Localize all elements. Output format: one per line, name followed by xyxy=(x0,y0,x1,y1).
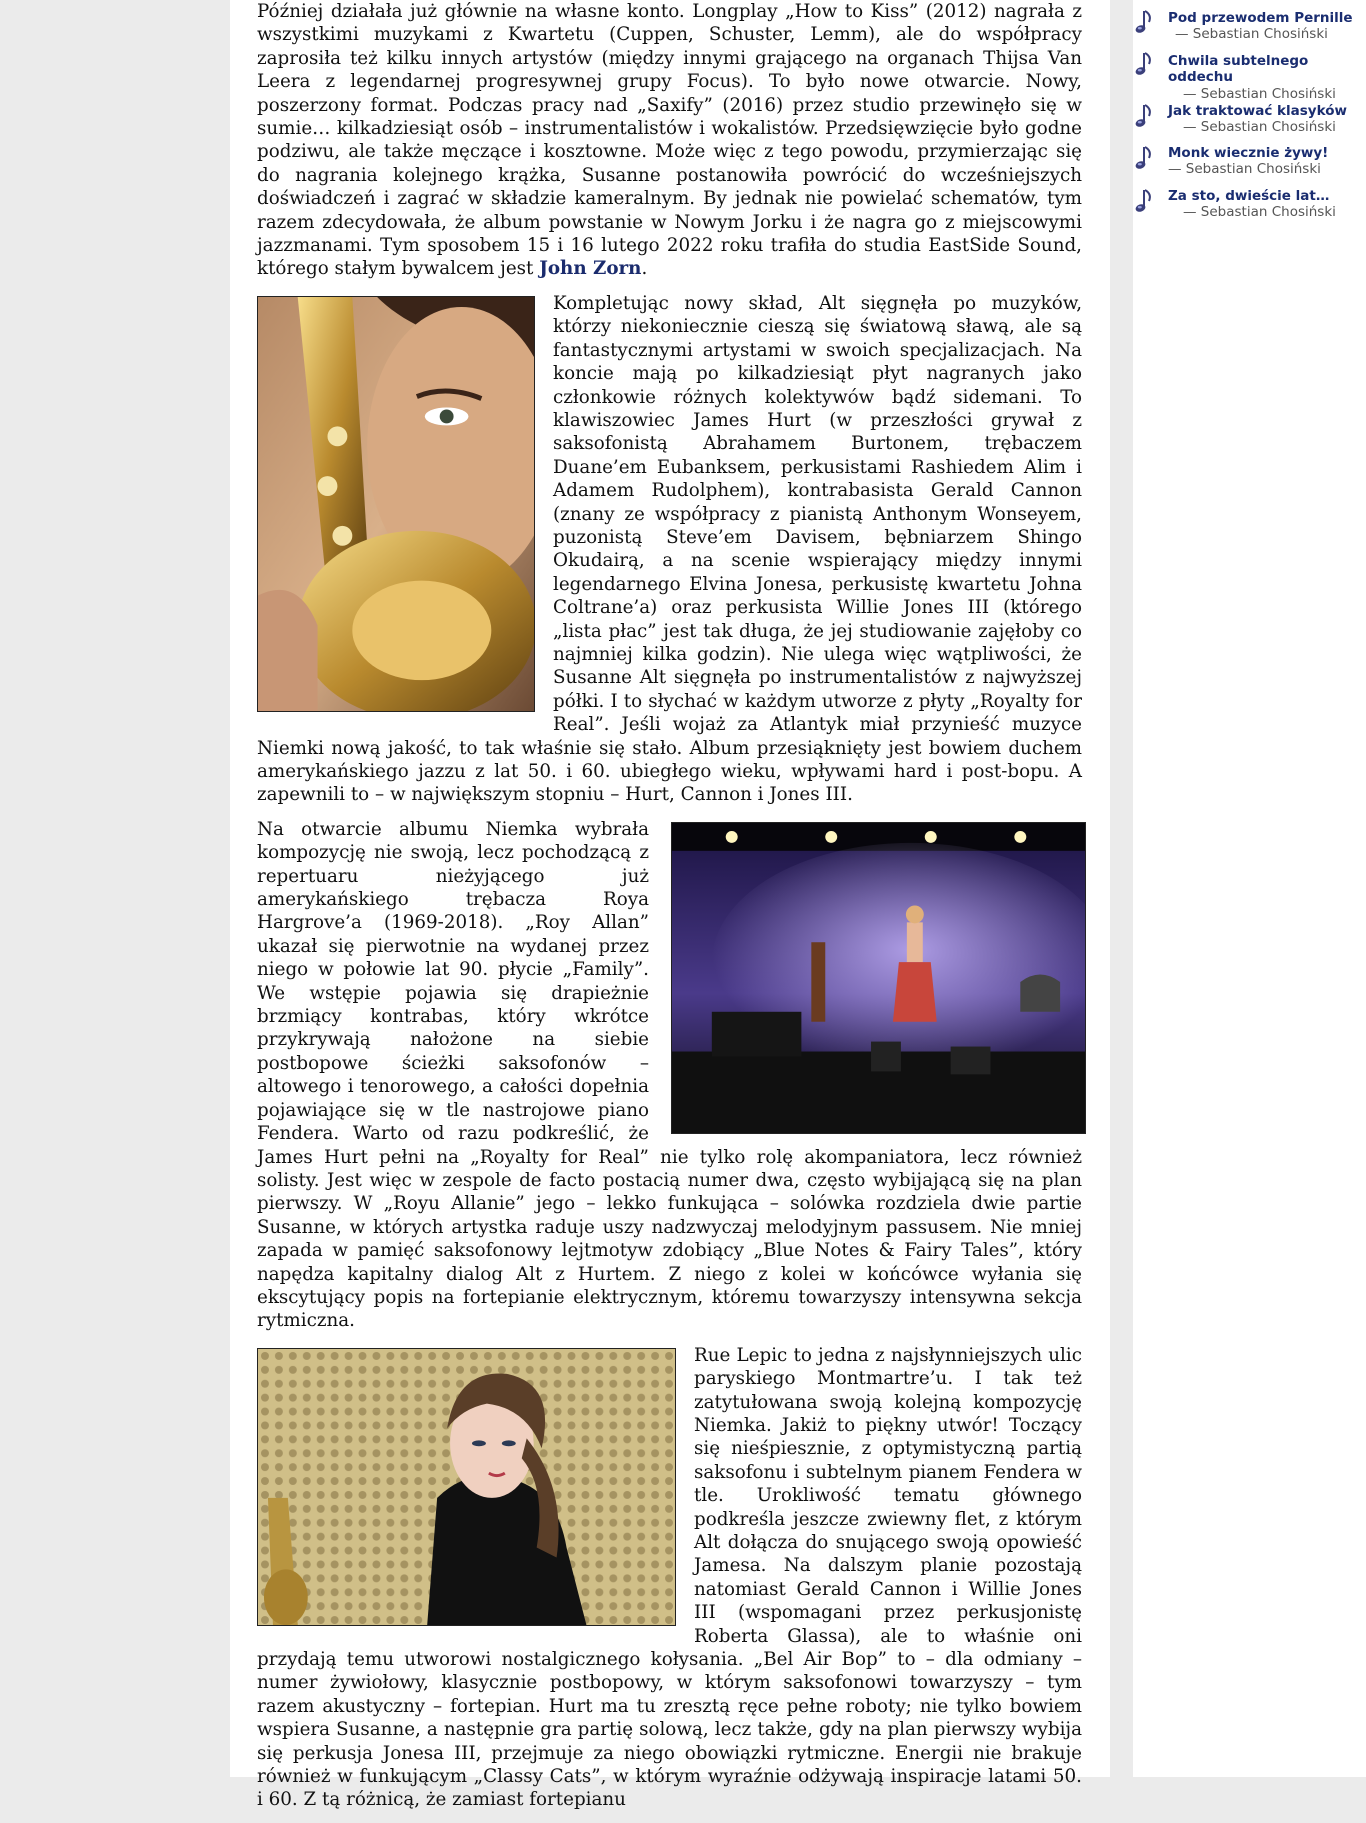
paragraph-4: Rue Lepic to jedna z najsłynniejszych ulic paryskiego Montmartre’u. I tak też zatytułowana swoją kolejną kompozycję Niemka. Jakiż to piękny utwór! Toczący się nieśpiesznie, z optymistyczną partią saksofonu i subtelnym pianem Fendera w tle. Urokliwość tematu głównego podkreśla jeszcze zwiewny flet, z którym Alt dołącza do snującego swoją opowieść Jamesa. Na dalszym planie pozostają natomiast Gerald Cannon i Willie Jones III (wspomagani przez perkusjonistę Roberta Glassa), ale to właśnie oni przydają temu utworowi nostalgicznego kołysania. „Bel Air Bop” to – dla odmiany – numer żywiołowy, klasycznie postbopowy, w którym saksofonowi towarzyszy – tym razem akustyczny – fortepian. Hurt ma tu zresztą ręce pełne roboty; nie tylko bowiem wspiera Susanne, a następnie gra partię solową, lecz także, gdy na plan pierwszy wybija się perkusja Jonesa III, przejmuje za niego obowiązki rytmiczne. Energii nie brakuje również w funkującym „Classy Cats”, w którym wyraźnie odżywają inspiracje latami 50. i 60. Z tą różnicą, że zamiast fortepianu xyxy=(257,1344,1082,1811)
article-body xyxy=(257,0,1082,1823)
related-article-author: — Sebastian Chosiński xyxy=(1183,119,1336,135)
john-zorn-link[interactable]: John Zorn xyxy=(539,258,642,280)
paragraph-1-text: Później działała już głównie na własne konto. Longplay „How to Kiss” (2012) nagrała z wszystkimi muzykami z Kwartetu (Cuppen, Schuster, Lemm), ale do współpracy zaprosiła też kilku innych artystów (między innymi grającego na organach Thijsa Van Leera z legendarnej progresywnej grupy Focus). To było nowe otwarcie. Nowy, poszerzony format. Podczas pracy nad „Saxify” (2016) przez studio przewinęło się w sumie… kilkadziesiąt osób – instrumentalistów i wokalistów. Przedsięwzięcie było godne podziwu, ale także męczące i kosztowne. Może więc z tego powodu, przymierzając się do nagrania kolejnego krążka, Susanne postanowiła powrócić do wcześniejszych doświadczeń i zagrać w składzie kameralnym. By jednak nie powielać schematów, tym razem zdecydowała, że album powstanie w Nowym Jorku i że nagra go z miejscowymi jazzmanami. Tym sposobem 15 i 16 lutego 2022 roku trafiła do studia EastSide Sound, którego stałym bywalcem jest xyxy=(257,1,1082,280)
related-article-title[interactable]: Jak traktować klasyków xyxy=(1168,103,1347,119)
paragraph-1 xyxy=(257,0,1082,281)
saxophonist-portrait-image xyxy=(257,296,535,712)
related-article-author: — Sebastian Chosiński xyxy=(1168,161,1321,177)
concert-stage-image xyxy=(671,822,1086,1134)
related-article-title[interactable]: Monk wiecznie żywy! xyxy=(1168,145,1329,161)
paragraph-3: Na otwarcie albumu Niemka wybrała kompozycję nie swoją, lecz pochodzącą z repertuaru nieżyjącego już amerykańskiego trębacza Roya Hargrove’a (1969-2018). „Roy Allan” ukazał się pierwotnie na wydanej przez niego w połowie lat 90. płycie „Family”. We wstępie pojawia się drapieżnie brzmiący kontrabas, który wkrótce przykrywają nałożone na siebie postbopowe ścieżki saksofonów – altowego i tenorowego, a całości dopełnia pojawiające się w tle nastrojowe piano Fendera. Warto od razu podkreślić, że James Hurt pełni na „Royalty for Real” nie tylko rolę akompaniatora, lecz również solisty. Jest więc w zespole de facto postacią numer dwa, często wybijającą się na plan pierwszy. W „Royu Allanie” jego – lekko funkująca – solówka rozdziela dwie partie Susanne, w których artystka raduje uszy nadzwyczaj melodyjnym passusem. Nie mniej zapada w pamięć saksofonowy lejtmotyw zdobiący „Blue Notes & Fairy Tales”, który napędza kapitalny dialog Alt z Hurtem. Z niego z kolei w końcówce wyłania się ekscytujący popis na fortepianie elektrycznym, któremu towarzyszy intensywna sekcja rytmiczna. xyxy=(257,818,1082,1332)
related-article-author: — Sebastian Chosiński xyxy=(1175,26,1328,42)
related-article-title[interactable]: Pod przewodem Pernille xyxy=(1168,10,1353,26)
music-note-icon xyxy=(1133,8,1155,36)
related-article-title[interactable]: Chwila subtelnego oddechu xyxy=(1168,53,1309,85)
paragraph-2: Kompletując nowy skład, Alt sięgnęła po muzyków, którzy niekoniecznie cieszą się światową sławą, ale są fantastycznymi artystami w swoich specjalizacjach. Na koncie mają po kilkadziesiąt płyt nagranych jako członkowie różnych kolektywów bądź sidemani. To klawiszowiec James Hurt (w przeszłości grywał z saksofonistą Abrahamem Burtonem, trębaczem Duane’em Eubanksem, perkusistami Rashiedem Alim i Adamem Rudolphem), kontrabasista Gerald Cannon (znany ze współpracy z pianistą Anthonym Wonseyem, puzonistą Steve’em Davisem, bębniarzem Shingo Okudairą, a na scenie wspierający między innymi legendarnego Elvina Jonesa, perkusistę kwartetu Johna Coltrane’a) oraz perkusista Willie Jones III (którego „lista płac” jest tak długa, że jej studiowanie zajęłoby co najmniej kilka godzin). Nie ulega więc wątpliwości, że Susanne Alt sięgnęła po instrumentalistów z najwyższej półki. I to słychać w każdym utworze z płyty „Royalty for Real”. Jeśli wojaż za Atlantyk miał przynieść muzyce Niemki nową jakość, to tak właśnie się stało. Album przesiąknięty jest bowiem duchem amerykańskiego jazzu z lat 50. i 60. ubiegłego wieku, wpływami hard i post-bopu. A zapewnili to – w największym stopniu – Hurt, Cannon i Jones III. xyxy=(257,292,1082,806)
music-note-icon xyxy=(1133,144,1155,172)
related-article-author: — Sebastian Chosiński xyxy=(1183,204,1336,220)
related-article-author: — Sebastian Chosiński xyxy=(1183,86,1336,102)
related-articles-sidebar xyxy=(1133,0,1366,1777)
music-note-icon xyxy=(1133,50,1155,78)
music-note-icon xyxy=(1133,187,1155,215)
paragraph-1-end: . xyxy=(641,258,648,280)
saxophonist-promo-image xyxy=(257,1348,676,1626)
related-article-title[interactable]: Za sto, dwieście lat… xyxy=(1168,188,1330,204)
music-note-icon xyxy=(1133,102,1155,130)
